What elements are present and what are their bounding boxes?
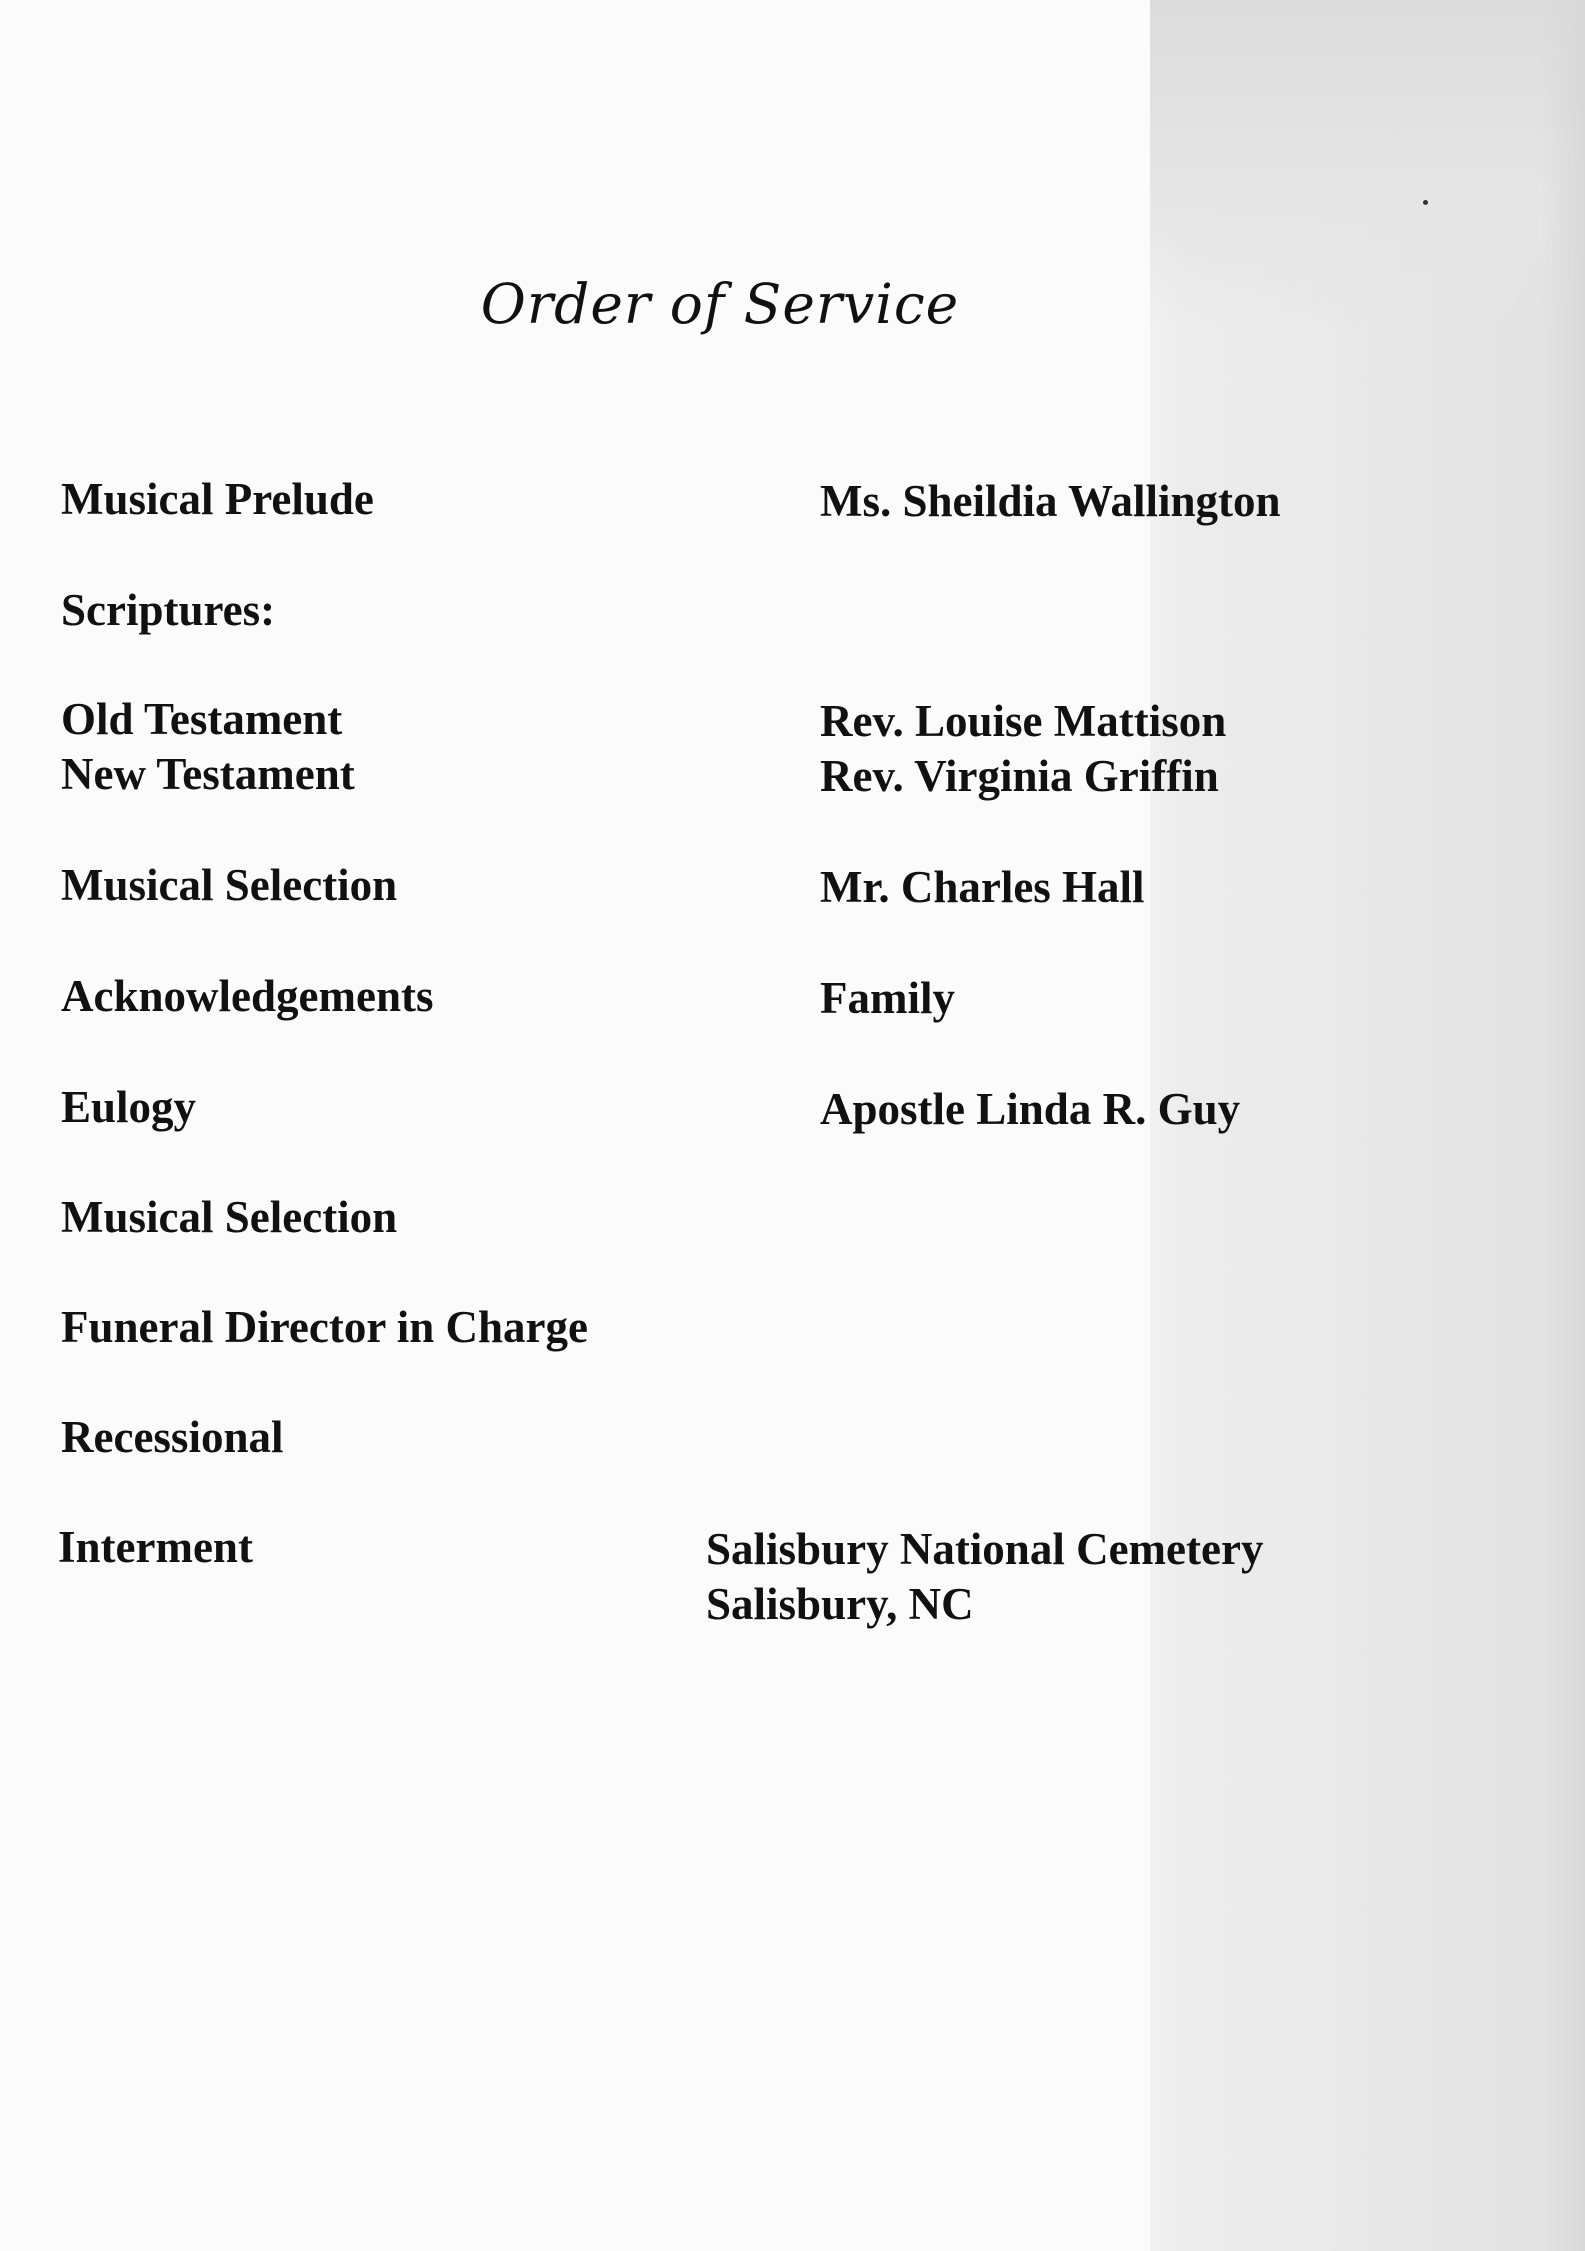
interment-location-line1: Salisbury National Cemetery [706,1524,1264,1574]
item-funeral-director: Funeral Director in Charge [61,1302,588,1352]
person-old-testament: Rev. Louise Mattison [820,696,1227,746]
person-musical-prelude: Ms. Sheildia Wallington [820,476,1281,526]
scan-fold [1540,0,1585,2251]
item-acknowledgements: Acknowledgements [61,971,434,1021]
item-musical-selection-2: Musical Selection [61,1192,398,1242]
item-recessional: Recessional [61,1412,284,1462]
interment-location-line2: Salisbury, NC [706,1579,974,1629]
item-new-testament: New Testament [61,749,355,799]
page-title: Order of Service [480,272,960,336]
item-musical-prelude: Musical Prelude [61,474,374,524]
person-eulogy: Apostle Linda R. Guy [820,1084,1241,1134]
item-interment: Interment [58,1522,253,1572]
item-musical-selection-1: Musical Selection [61,860,398,910]
scan-speck [1423,200,1428,205]
item-scriptures: Scriptures: [61,585,276,635]
item-eulogy: Eulogy [61,1082,197,1132]
person-new-testament: Rev. Virginia Griffin [820,751,1219,801]
person-acknowledgements: Family [820,973,955,1023]
item-old-testament: Old Testament [61,694,343,744]
person-musical-selection-1: Mr. Charles Hall [820,862,1145,912]
